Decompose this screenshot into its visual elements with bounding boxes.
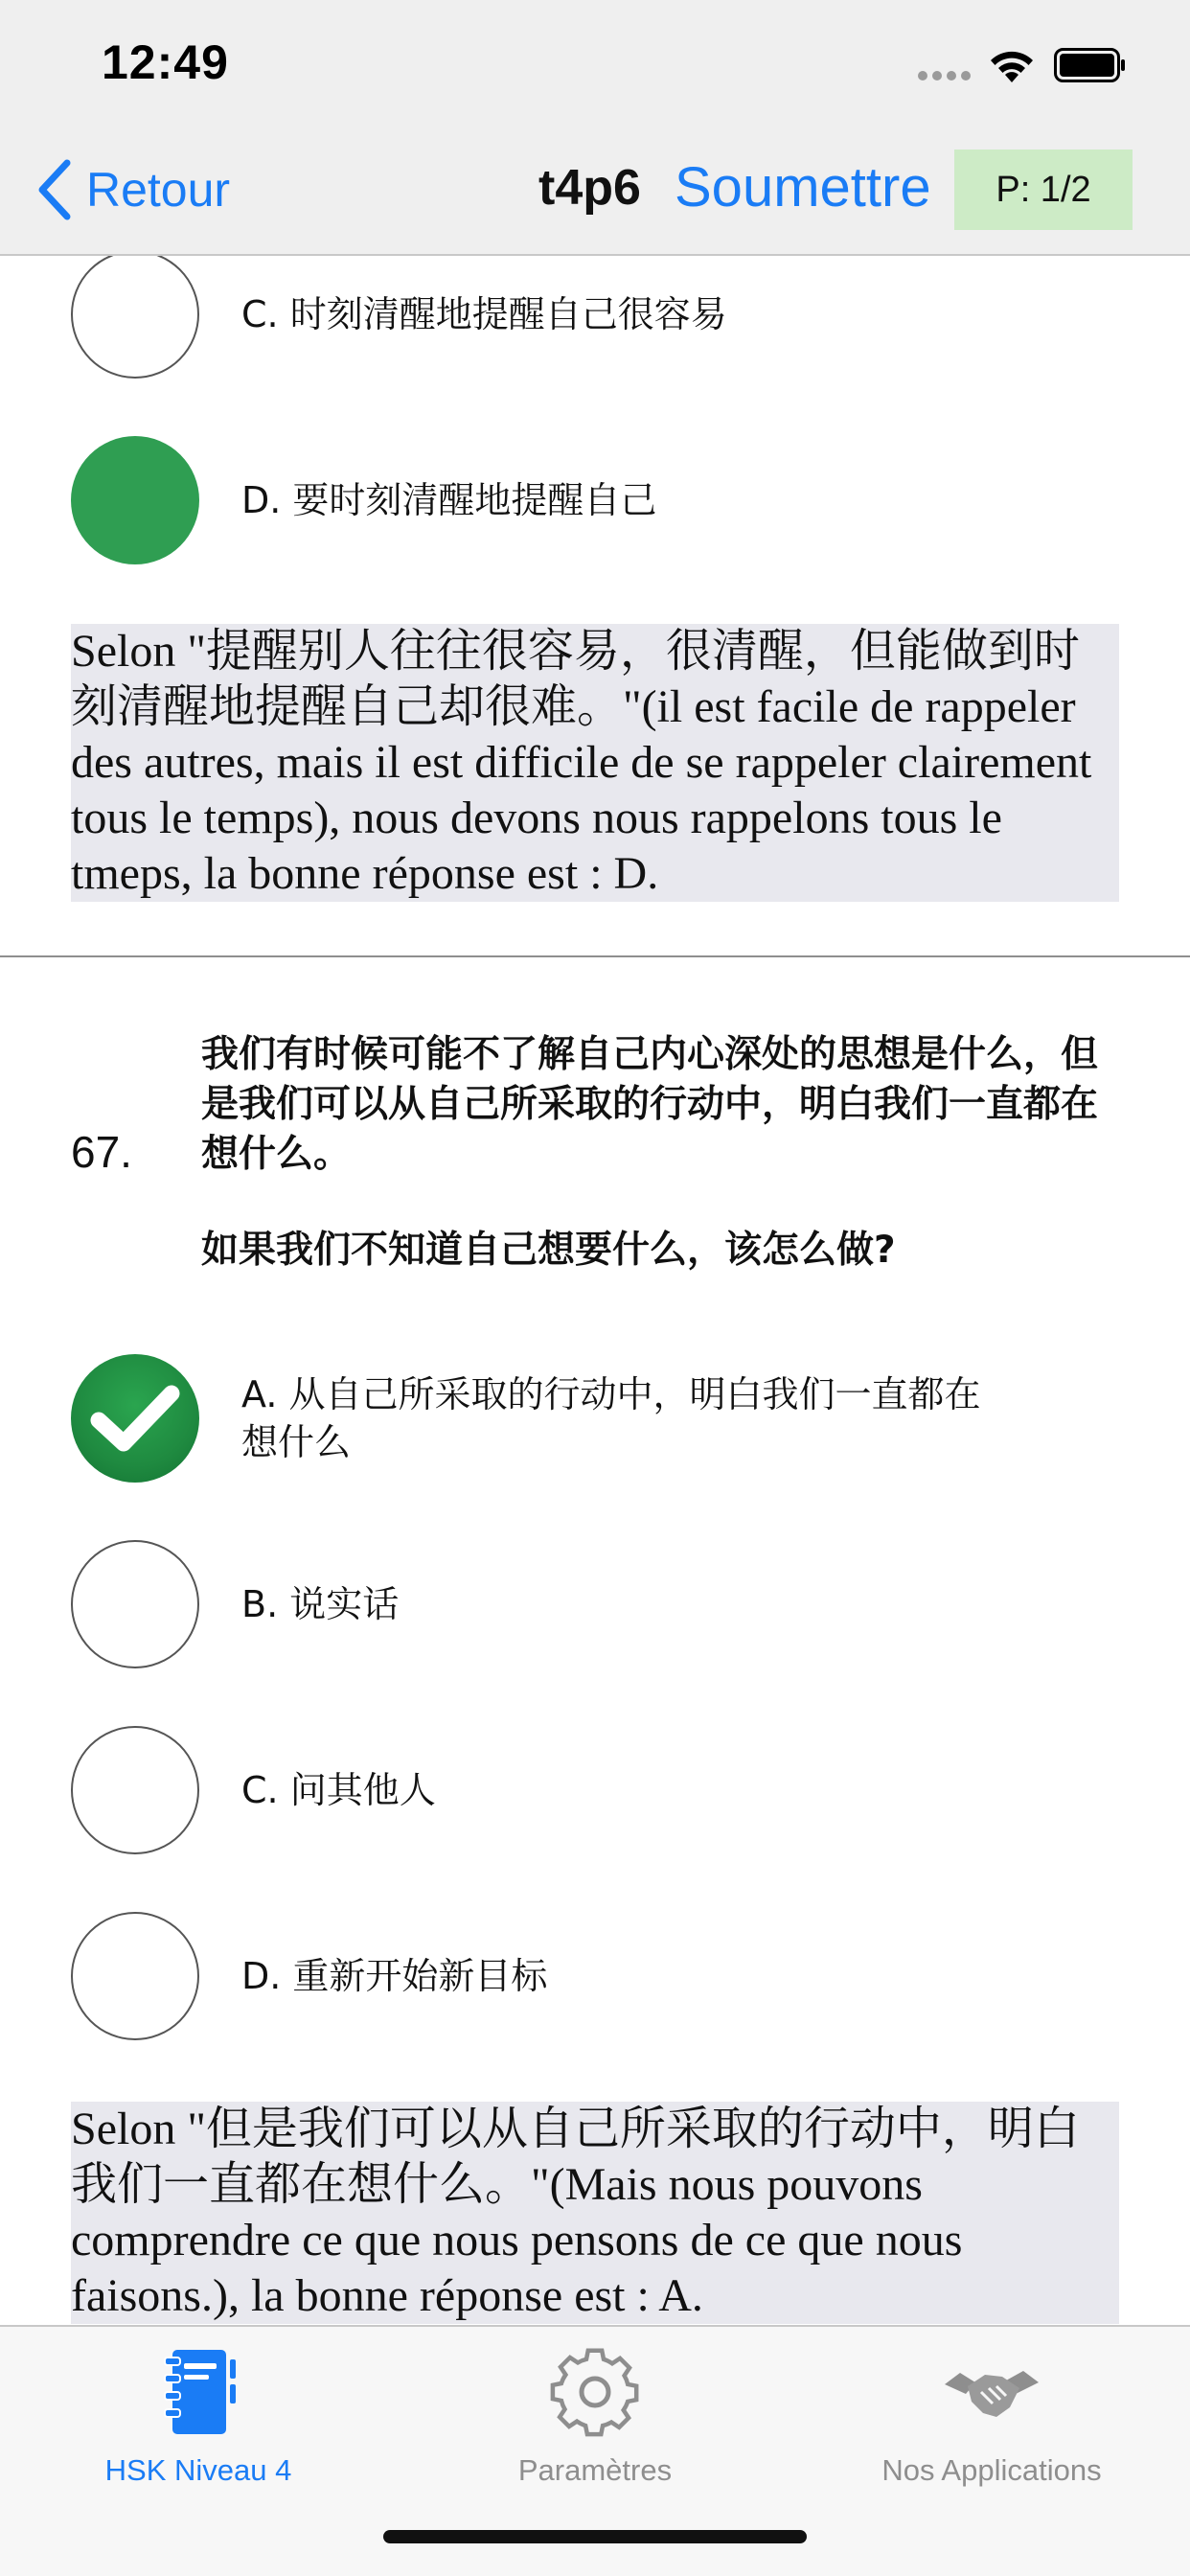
top-bar [0, 0, 1190, 256]
checkmark-icon [89, 1380, 181, 1457]
page-title: t4p6 [538, 160, 641, 216]
option-label: D. 要时刻清醒地提醒自己 [241, 479, 657, 521]
question-prompt: 如果我们不知道自己想要什么，该怎么做? [201, 1229, 896, 1272]
option-prev-c[interactable] [71, 256, 1125, 379]
option-prev-d[interactable] [71, 436, 1125, 564]
page-indicator-badge[interactable]: P: 1/2 [954, 150, 1133, 230]
back-label: Retour [86, 163, 231, 217]
option-b[interactable] [71, 1540, 1125, 1668]
status-time: 12:49 [102, 35, 229, 89]
question-passage: 我们有时候可能不了解自己内心深处的思想是什么，但是我们可以从自己所采取的行动中，明白我们一直都在想什么。 [201, 1033, 1099, 1176]
battery-icon [1054, 48, 1127, 82]
option-d[interactable] [71, 1912, 1125, 2040]
radio-empty-icon [71, 1540, 199, 1668]
gear-icon [542, 2344, 648, 2440]
notebook-icon [146, 2344, 251, 2440]
option-label: D. 重新开始新目标 [241, 1955, 548, 1997]
quiz-content[interactable] [0, 256, 1190, 2325]
explanation-box: Selon "但是我们可以从自己所采取的行动中，明白我们一直都在想什么。"(Mais nous pouvons comprendre ce que nous pensons de ce que nous faisons.), la bonne réponse est : A. [71, 2102, 1119, 2324]
option-label: A. 从自己所采取的行动中，明白我们一直都在想什么 [241, 1373, 981, 1463]
handshake-icon [939, 2344, 1044, 2440]
option-a[interactable] [71, 1354, 1125, 1483]
tab-label: HSK Niveau 4 [104, 2453, 292, 2487]
submit-button[interactable]: Soumettre [675, 156, 931, 218]
explanation-box-prev: Selon "提醒别人往往很容易，很清醒，但能做到时刻清醒地提醒自己却很难。"(il est facile de rappeler des autres, mais il est difficile de se rappeler clairement tous le temps), nous devons nous rappelons tous le tmeps, la bonne réponse est : D. [71, 624, 1119, 902]
radio-empty-icon [71, 256, 199, 379]
radio-empty-icon [71, 1912, 199, 2040]
option-c[interactable] [71, 1726, 1125, 1854]
chevron-left-icon [34, 159, 73, 220]
tab-label: Nos Applications [881, 2453, 1102, 2487]
tab-parametres[interactable] [397, 2344, 793, 2488]
tab-label: Paramètres [517, 2453, 673, 2487]
home-indicator [383, 2530, 807, 2543]
cellular-signal-icon [918, 71, 972, 80]
wifi-icon [987, 46, 1037, 84]
tab-nos-applications[interactable] [793, 2344, 1190, 2488]
tab-hsk-niveau-4[interactable] [0, 2344, 397, 2488]
radio-empty-icon [71, 1726, 199, 1854]
back-button[interactable] [34, 153, 230, 226]
option-label: C. 时刻清醒地提醒自己很容易 [241, 293, 727, 335]
question-text [201, 1030, 1111, 1276]
checkmark-correct-icon [71, 1354, 199, 1483]
option-label: B. 说实话 [241, 1583, 400, 1625]
option-label: C. 问其他人 [241, 1769, 436, 1811]
radio-selected-icon [71, 436, 199, 564]
question-number: 67. [71, 1127, 132, 1177]
question-divider [0, 955, 1190, 957]
